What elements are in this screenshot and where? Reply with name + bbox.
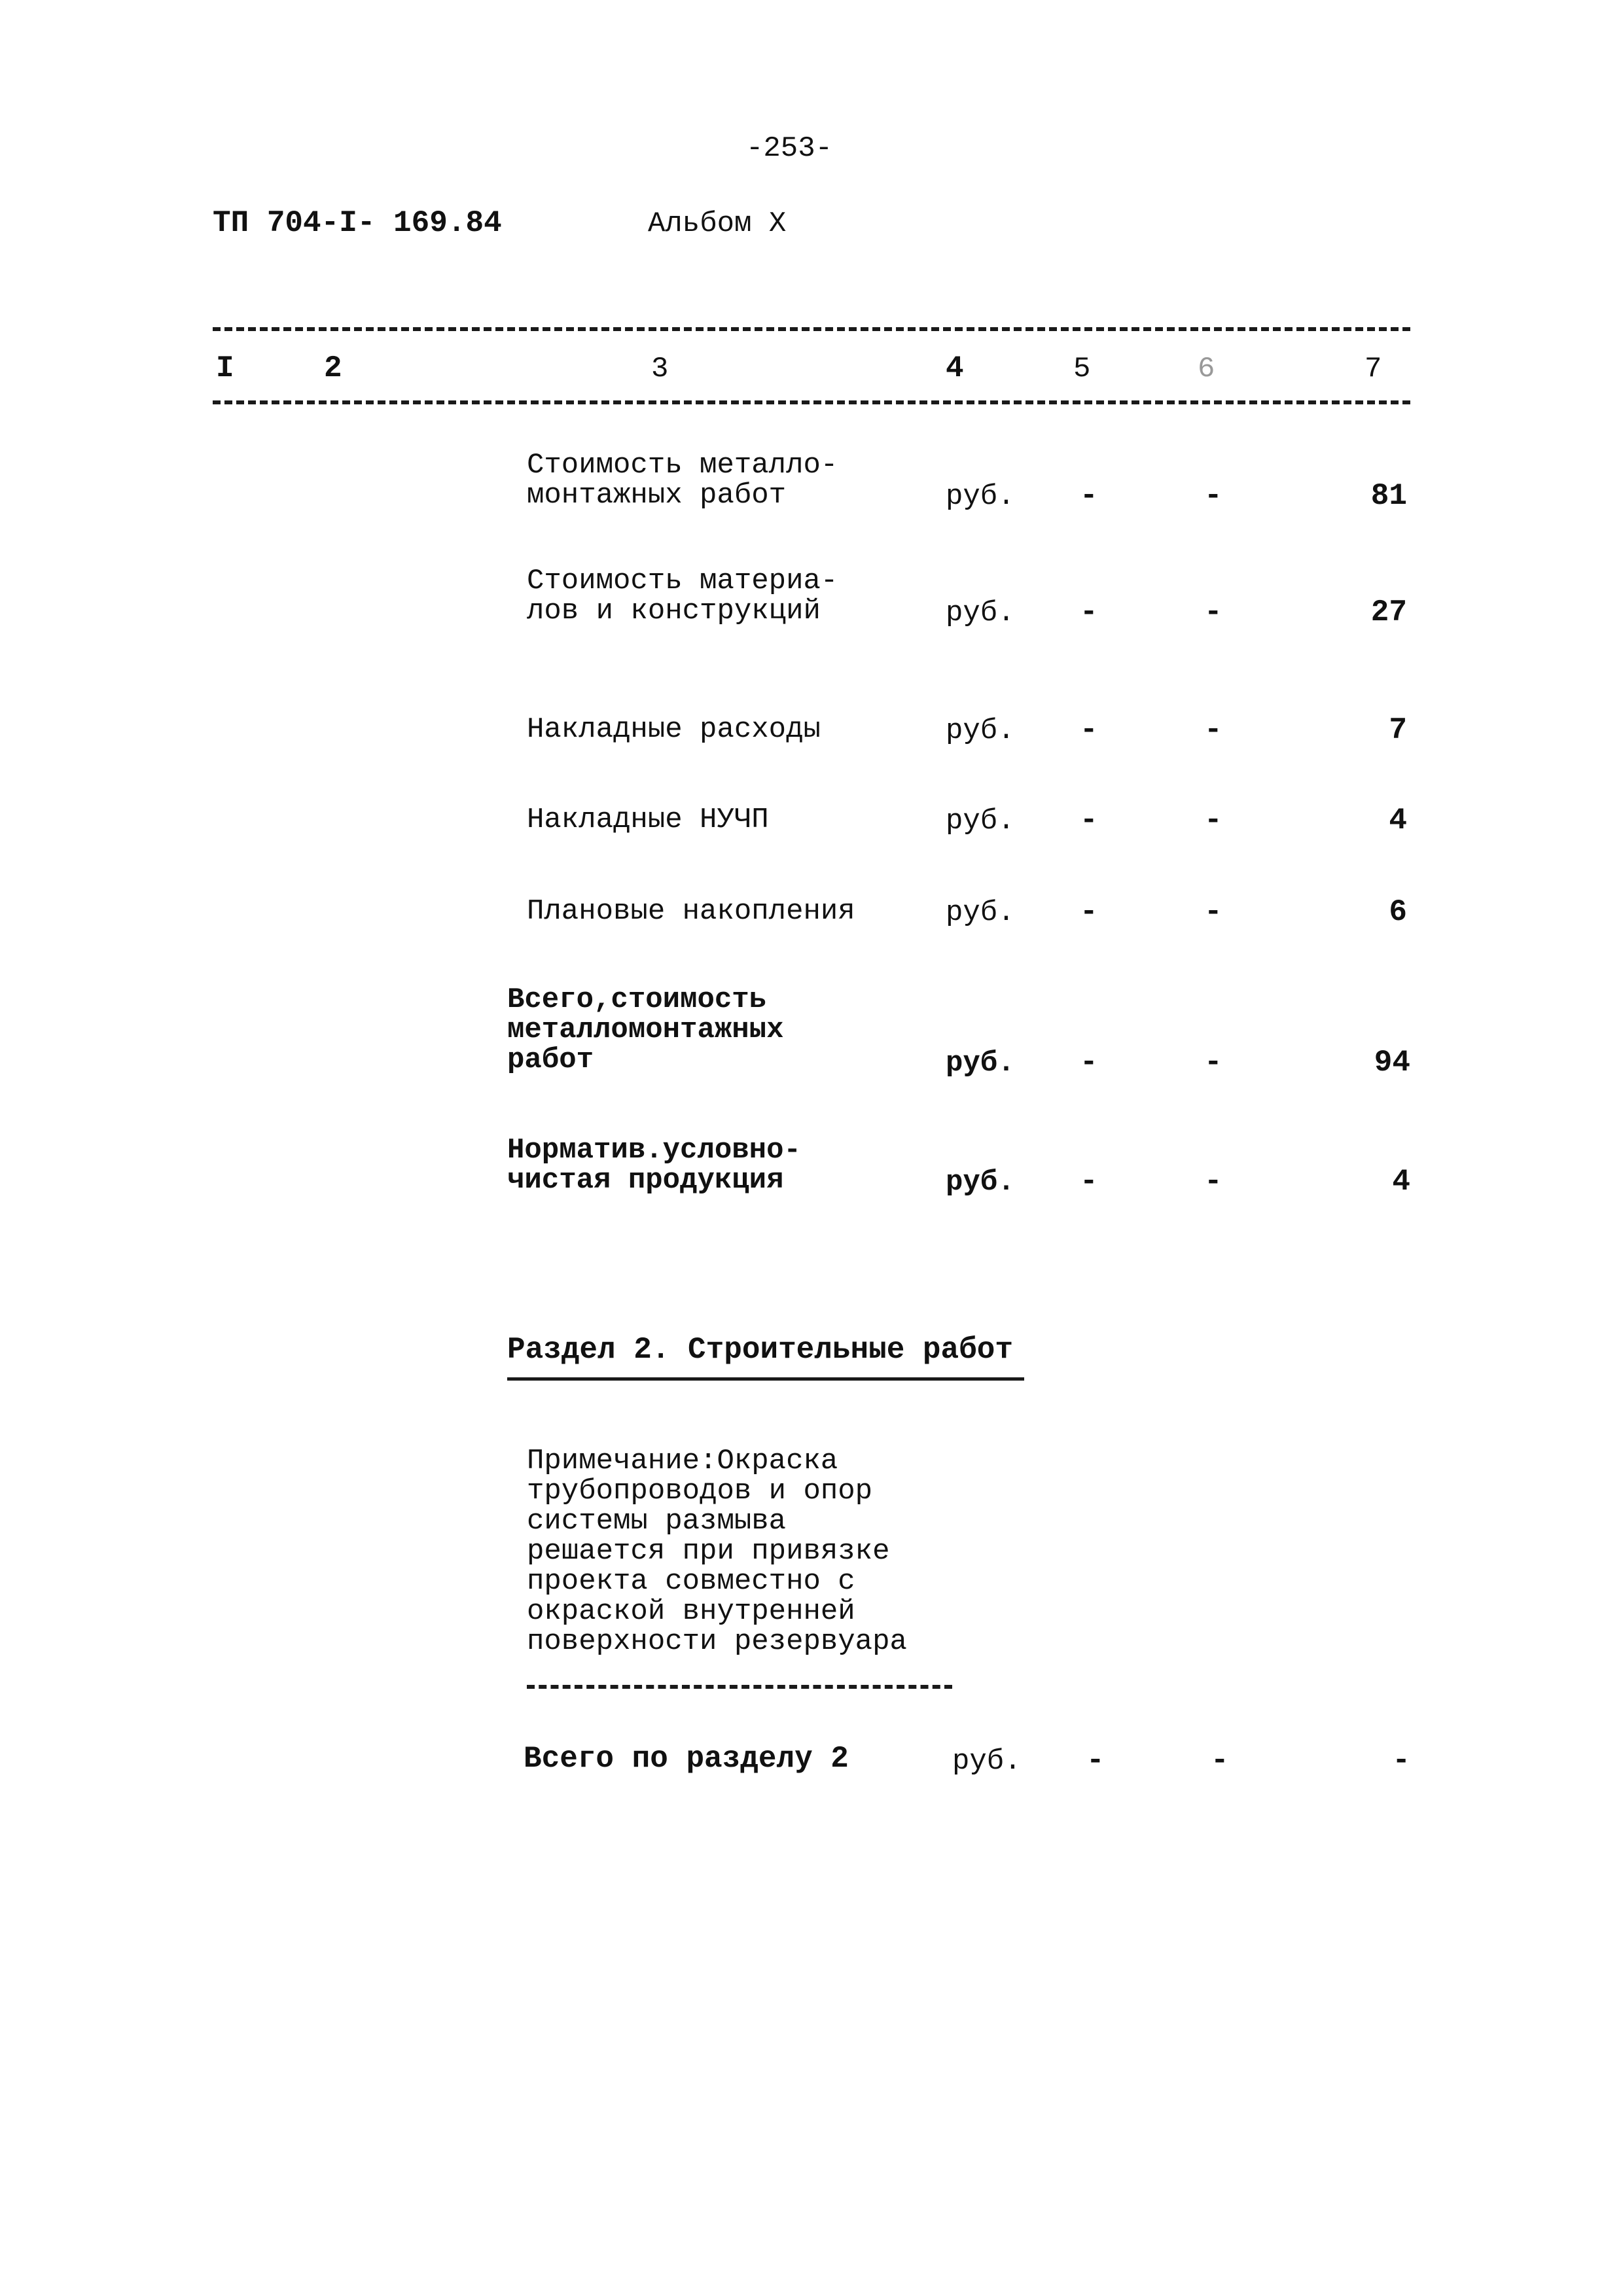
row-unit: руб. [946, 480, 1015, 513]
row-name: Всего,стоимость металломонтажных работ [507, 983, 784, 1076]
row-col6: - [1204, 804, 1222, 838]
row-name: Накладные расходы [527, 713, 821, 746]
section-total-col7: - [1392, 1744, 1410, 1778]
row-name: Норматив.условно- чистая продукция [507, 1134, 801, 1197]
document-code: ТП 704-I- 169.84 [213, 206, 502, 240]
row-unit: руб. [946, 597, 1015, 629]
row-col6: - [1204, 595, 1222, 629]
row-col6: - [1204, 895, 1222, 929]
column-header-4: 4 [946, 351, 964, 385]
column-header-6: 6 [1198, 353, 1215, 385]
row-name: Стоимость материа- лов и конструкций [527, 565, 838, 627]
section-note: Примечание:Окраска трубопроводов и опор системы размыва решается при привязке проекта совместно с окраской внутренней поверхности резервуара [527, 1445, 907, 1658]
row-col5: - [1080, 895, 1098, 929]
row-col5: - [1080, 1046, 1098, 1080]
row-col6: - [1204, 1046, 1222, 1080]
row-col7: 7 [1389, 713, 1407, 747]
row-col6: - [1204, 713, 1222, 747]
table-header-rule [213, 400, 1410, 404]
album-label: Альбом X [648, 207, 787, 240]
row-col7: 81 [1370, 479, 1407, 513]
row-col5: - [1080, 479, 1098, 513]
row-col5: - [1080, 713, 1098, 747]
row-col7: 94 [1374, 1046, 1410, 1080]
section-title: Раздел 2. Строительные работ [507, 1333, 1013, 1367]
row-name: Стоимость металло- монтажных работ [527, 449, 838, 512]
row-name: Плановые накопления [527, 895, 855, 928]
row-col5: - [1080, 804, 1098, 838]
row-col5: - [1080, 1165, 1098, 1199]
row-name: Накладные НУЧП [527, 804, 769, 836]
column-header-7: 7 [1364, 353, 1382, 385]
row-unit: руб. [946, 1047, 1015, 1080]
page-number: -253- [746, 132, 833, 165]
row-col7: 4 [1392, 1165, 1410, 1199]
section-title-underline [507, 1377, 1024, 1381]
section-total-unit: руб. [952, 1745, 1022, 1778]
section-total-col5: - [1086, 1744, 1105, 1778]
row-col7: 27 [1370, 595, 1407, 629]
column-header-3: 3 [651, 353, 669, 385]
column-header-5: 5 [1073, 353, 1091, 385]
section-total-col6: - [1211, 1744, 1229, 1778]
section-total-name: Всего по разделу 2 [524, 1742, 849, 1776]
row-col6: - [1204, 1165, 1222, 1199]
row-col7: 4 [1389, 804, 1407, 838]
row-col6: - [1204, 479, 1222, 513]
note-separator-rule [527, 1685, 952, 1689]
row-unit: руб. [946, 715, 1015, 747]
column-header-2: 2 [324, 351, 342, 385]
row-unit: руб. [946, 805, 1015, 838]
row-col7: 6 [1389, 895, 1407, 929]
table-top-rule [213, 327, 1410, 331]
row-unit: руб. [946, 896, 1015, 929]
row-unit: руб. [946, 1166, 1015, 1199]
row-col5: - [1080, 595, 1098, 629]
column-header-1: I [216, 351, 234, 385]
